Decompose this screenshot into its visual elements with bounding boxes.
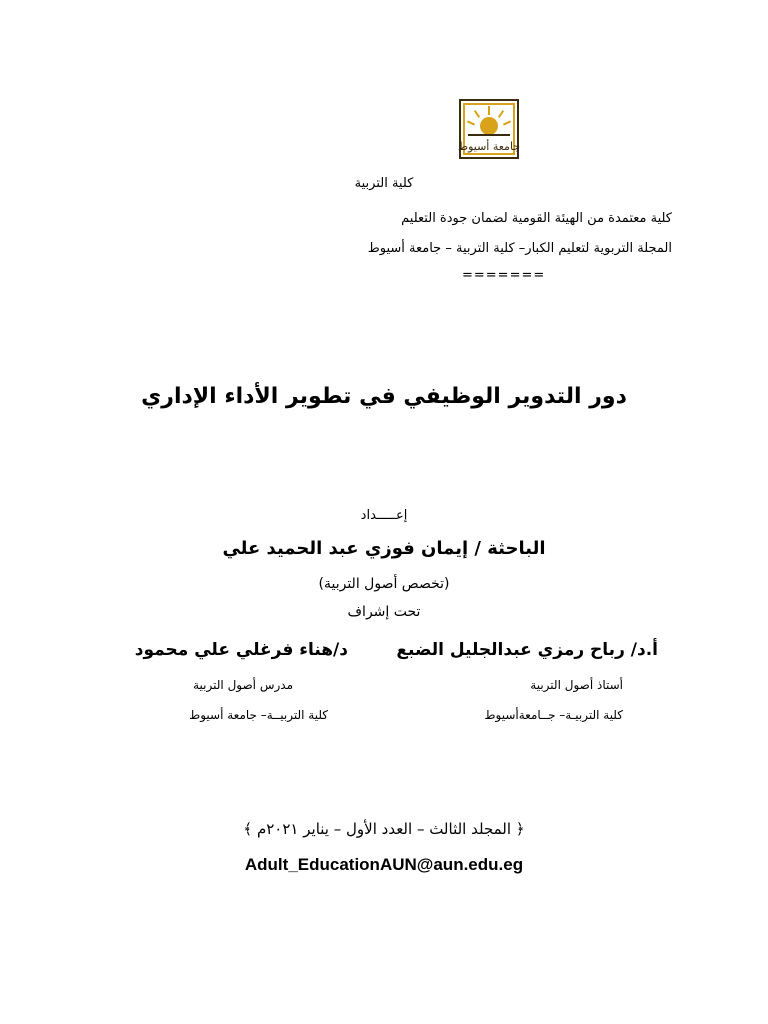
supervisor-1-name: أ.د/ رباح رمزي عبدالجليل الضبع	[396, 640, 658, 660]
journal-line: المجلة التربوية لتعليم الكبار– كلية التربية – جامعة أسيوط	[367, 241, 672, 256]
separator: =======	[462, 268, 546, 283]
accreditation-line: كلية معتمدة من الهيئة القومية لضمان جودة التعليم	[401, 211, 672, 226]
supervision-label: تحت إشراف	[347, 604, 421, 620]
researcher-name: الباحثة / إيمان فوزي عبد الحميد علي	[222, 538, 546, 559]
supervisor-1-affiliation: كلية التربيـة– جــامعةأسيوط	[484, 708, 623, 722]
supervisor-2-name: د/هناء فرغلي علي محمود	[134, 640, 348, 660]
paper-title: دور التدوير الوظيفي في تطوير الأداء الإداري	[141, 384, 627, 409]
supervisor-1-title: أستاذ أصول التربية	[530, 678, 623, 692]
supervisor-2-title: مدرس أصول التربية	[193, 678, 293, 692]
prepared-by-label: إعـــــداد	[360, 508, 408, 523]
supervisor-2-affiliation: كلية التربيــة– جامعة أسيوط	[189, 708, 328, 722]
faculty-name: كلية التربية	[354, 176, 414, 191]
svg-text:جامعة أسيوط: جامعة أسيوط	[458, 140, 520, 153]
issue-info: ﴿ المجلد الثالث – العدد الأول – يناير ٢٠٢١م ﴾	[243, 820, 525, 838]
researcher-specialty: (تخصص أصول التربية)	[318, 576, 450, 592]
university-logo	[458, 96, 520, 162]
contact-email[interactable]: Adult_EducationAUN@aun.edu.eg	[244, 855, 524, 874]
